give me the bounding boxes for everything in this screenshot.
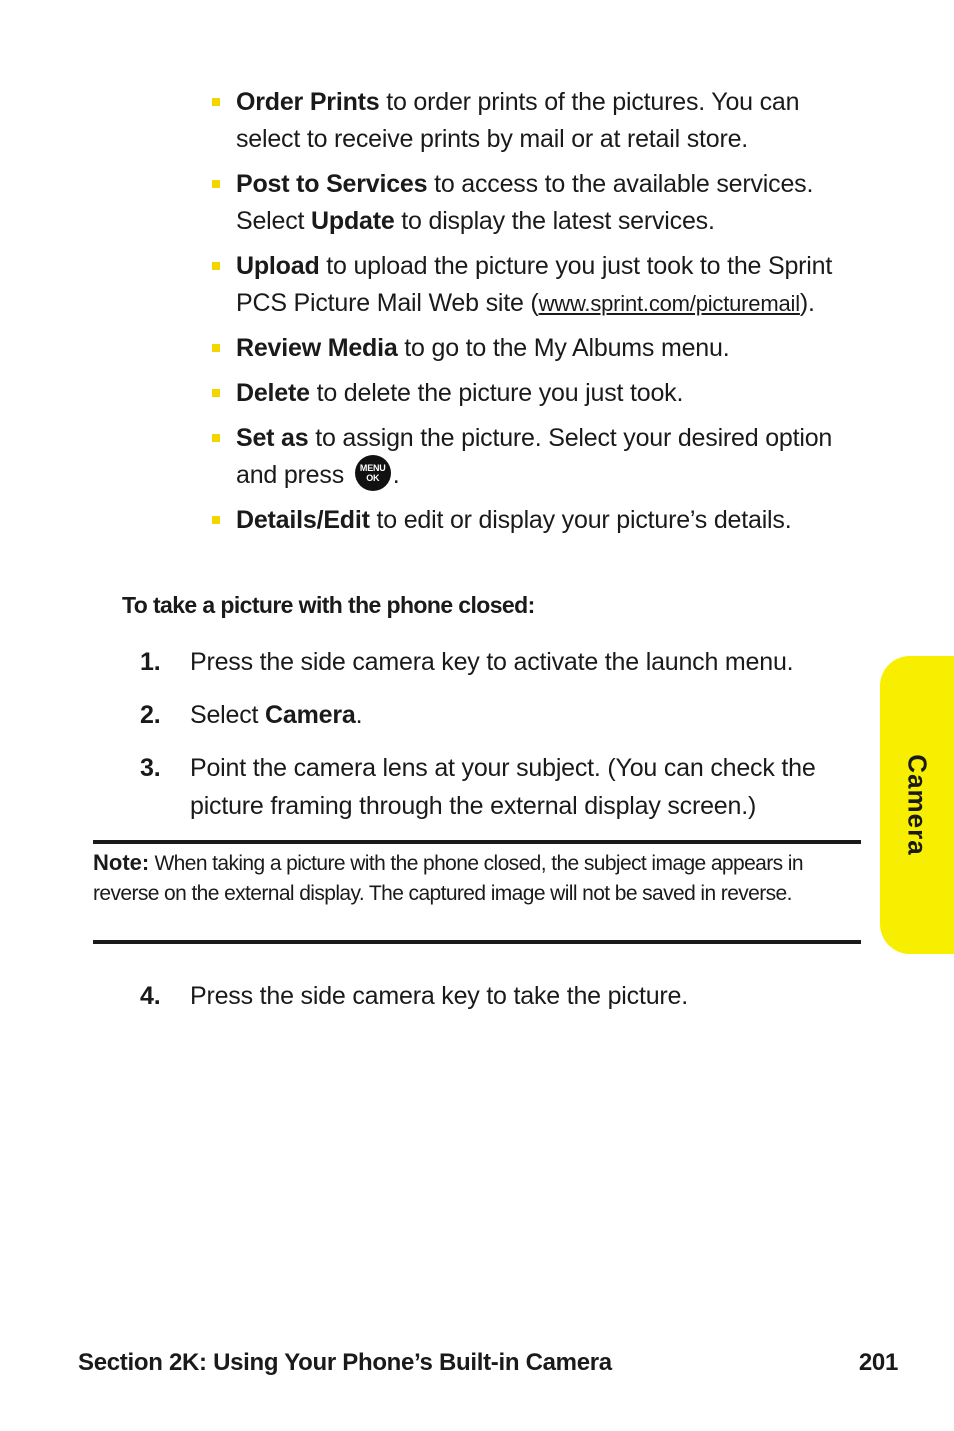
- option-review-media: Review Media to go to the My Albums menu.: [212, 330, 852, 367]
- section-tab: [880, 656, 954, 954]
- bullet-square-icon: [212, 98, 220, 106]
- procedure-heading: To take a picture with the phone closed:: [122, 592, 535, 618]
- option-delete: Delete to delete the picture you just took.: [212, 375, 852, 412]
- option-upload: Upload to upload the picture you just took to the Sprint PCS Picture Mail Web site (www.sprint.com/picturemail).: [212, 248, 852, 322]
- footer-section-title: Section 2K: Using Your Phone’s Built-in Camera: [78, 1349, 612, 1376]
- note-text: When taking a picture with the phone closed, the subject image appears in reverse on the external display. The captured image will not be saved in reverse.: [93, 852, 803, 905]
- step-2: 2. Select Camera.: [140, 701, 363, 729]
- page-footer: [78, 1349, 898, 1377]
- steps-list-continued: [140, 977, 860, 1030]
- step-3: 3. Point the camera lens at your subject. (You can check the picture framing through the external display screen.): [140, 754, 816, 820]
- note-label: Note:: [93, 850, 150, 875]
- note-box: [93, 840, 861, 944]
- bullet-square-icon: [212, 516, 220, 524]
- bullet-square-icon: [212, 262, 220, 270]
- bullet-square-icon: [212, 180, 220, 188]
- menu-ok-key-icon: MENU OK: [355, 455, 391, 491]
- step-4: 4. Press the side camera key to take the picture.: [140, 982, 688, 1010]
- bullet-square-icon: [212, 389, 220, 397]
- option-order-prints: Order Prints to order prints of the pictures. You can select to receive prints by mail or at retail store.: [212, 84, 852, 158]
- steps-list: [140, 643, 860, 840]
- picturemail-link[interactable]: www.sprint.com/picturemail: [538, 291, 800, 316]
- option-post-to-services: Post to Services to access to the available services. Select Update to display the latest services.: [212, 166, 852, 240]
- option-list: [212, 84, 852, 547]
- section-tab-label: Camera: [902, 754, 933, 856]
- step-1: 1. Press the side camera key to activate the launch menu.: [140, 648, 794, 676]
- page-number: 201: [858, 1349, 898, 1376]
- option-details-edit: Details/Edit to edit or display your picture’s details.: [212, 502, 852, 539]
- bullet-square-icon: [212, 434, 220, 442]
- option-set-as: Set as to assign the picture. Select your desired option and press MENU OK .: [212, 420, 852, 494]
- bullet-square-icon: [212, 344, 220, 352]
